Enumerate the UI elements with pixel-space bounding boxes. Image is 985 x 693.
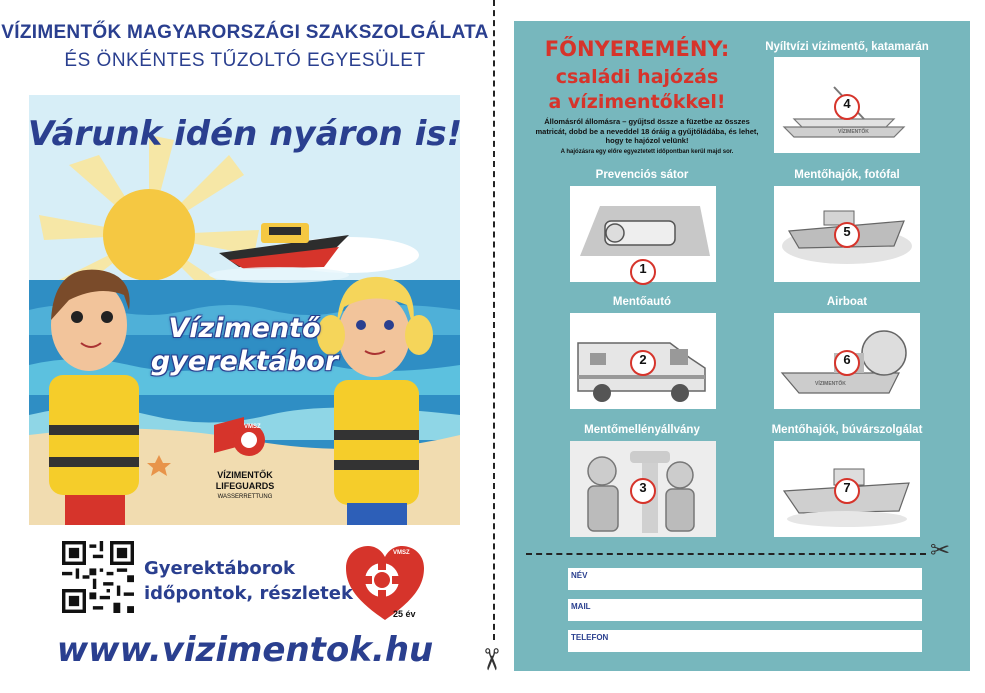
station-title-6: Airboat — [826, 296, 868, 308]
scissors-icon: ✂ — [473, 646, 509, 673]
prize-note: A hajózásra egy előre egyeztetett időpontban kerül majd sor. — [560, 149, 734, 155]
prize-line3: a vízimentőkkel! — [548, 91, 726, 113]
station-title-1: Prevenciós sátor — [595, 169, 689, 181]
station-number-6: 6 — [834, 350, 860, 376]
prize-line2: családi hajózás — [555, 66, 719, 88]
phone-label: TELEFON — [571, 633, 609, 642]
prize-heading: FŐNYEREMÉNY: — [544, 37, 730, 61]
poster-headline: Várunk idén nyáron is! — [27, 114, 463, 154]
qr-caption-line2: időpontok, részletek — [144, 583, 353, 604]
organization-subtitle: ÉS ÖNKÉNTES TŰZOLTÓ EGYESÜLET — [64, 50, 426, 71]
camp-title-line1: Vízimentő — [168, 313, 321, 344]
station-number-3: 3 — [630, 478, 656, 504]
qr-caption-line1: Gyerektáborok — [144, 558, 295, 579]
boat-label-4: VÍZIMENTŐK — [838, 129, 869, 135]
website-url[interactable]: www.vizimentok.hu — [56, 630, 434, 670]
brand-line1: VÍZIMENTŐK — [217, 470, 273, 480]
name-field[interactable] — [568, 568, 922, 590]
station-number-4: 4 — [834, 94, 860, 120]
mail-field[interactable] — [568, 599, 922, 621]
boat-label-6: VÍZIMENTŐK — [815, 381, 846, 387]
scissors-icon: ✂ — [930, 536, 951, 564]
station-number-1: 1 — [630, 259, 656, 285]
organization-name: VÍZIMENTŐK MAGYARORSZÁGI SZAKSZOLGÁLATA — [1, 22, 489, 43]
poster-logo-label: VMSZ — [244, 424, 261, 430]
station-title-3: Mentőmellényállvány — [584, 424, 700, 436]
brand-line2: LIFEGUARDS — [215, 481, 275, 491]
vertical-cut-line — [493, 0, 495, 640]
name-label: NÉV — [571, 571, 588, 580]
mail-label: MAIL — [571, 602, 591, 611]
horizontal-cut-line — [526, 553, 926, 555]
heart-logo-label: VMSZ — [393, 550, 410, 556]
station-number-5: 5 — [834, 222, 860, 248]
prize-description: Állomásról állomásra – gyűjtsd össze a füzetbe az összes matricát, dobd be a neveddel 18 óráig a gyűjtőládába, és lehet, hogy te hajózol velünk! — [535, 117, 759, 145]
qr-code[interactable] — [62, 541, 134, 613]
heart-logo-years: 25 év — [393, 609, 416, 619]
phone-field[interactable] — [568, 630, 922, 652]
station-title-5: Mentőhajók, fotófal — [794, 169, 900, 181]
station-title-2: Mentőautó — [612, 296, 672, 308]
station-number-2: 2 — [630, 350, 656, 376]
station-title-7: Mentőhajók, búvárszolgálat — [771, 424, 923, 436]
station-title-4: Nyíltvízi vízimentő, katamarán — [765, 41, 929, 53]
brand-line3: WASSERRETTUNG — [217, 494, 273, 500]
station-number-7: 7 — [834, 478, 860, 504]
camp-poster — [29, 95, 460, 525]
camp-title-line2: gyerektábor — [150, 346, 339, 377]
brand-text — [200, 470, 290, 492]
flyer-left-panel — [0, 0, 490, 693]
